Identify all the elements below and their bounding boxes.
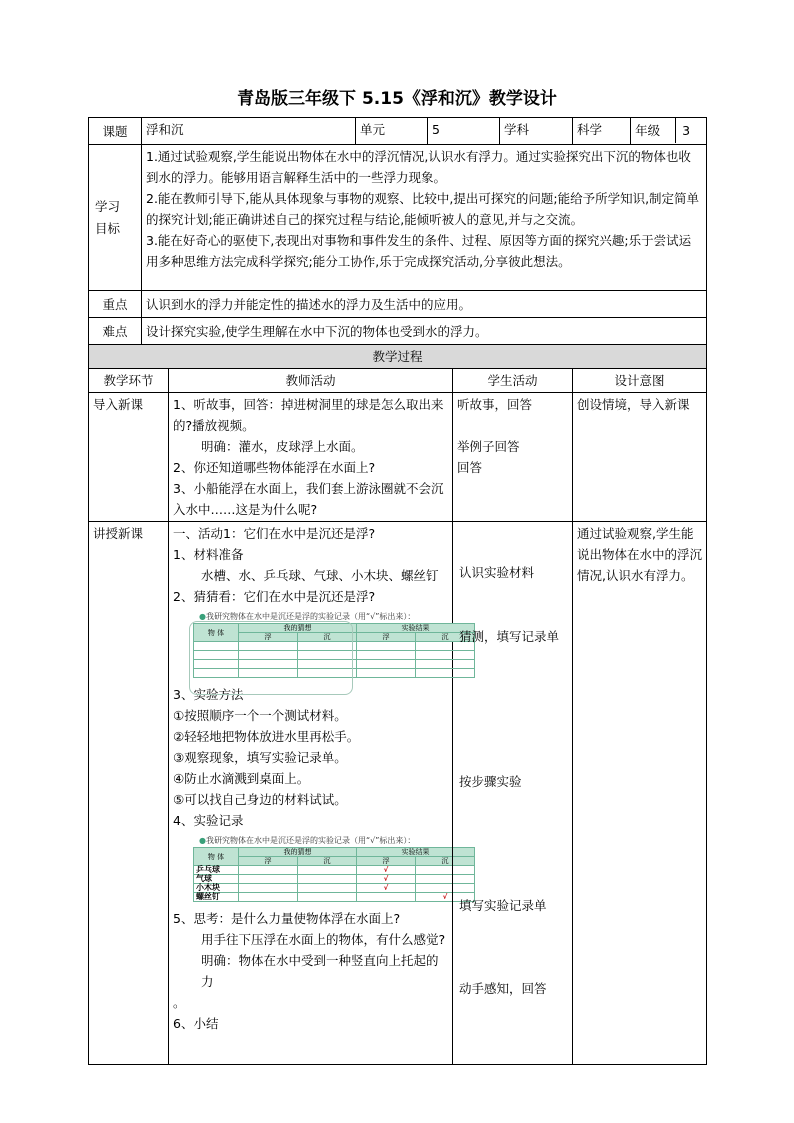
goals-label: 学习目标 — [89, 145, 142, 291]
subject-value: 科学 — [573, 118, 631, 145]
subject-label: 学科 — [500, 118, 573, 145]
teacher-line: 2、你还知道哪些物体能浮在水面上? — [173, 460, 376, 475]
table-row — [194, 875, 475, 884]
teacher-line: 用手往下压浮在水面上的物体，有什么感觉? — [201, 932, 446, 947]
sub-sink: 沉 — [298, 857, 357, 866]
record-caption-text: 我研究物体在水中是沉还是浮的实验记录（用“√”标出来）： — [205, 612, 416, 621]
goal-item: 3.能在好奇心的驱使下,表现出对事物和事件发生的条件、过程、原因等方面的探究兴趣;乐于尝试运用多种思维方法完成科学探究;能分工协作,乐于完成探究活动,分享彼此想法。 — [146, 233, 692, 269]
sub-float: 浮 — [357, 633, 416, 642]
teacher-line: 4、实验记录 — [173, 813, 244, 828]
student-line: 动手感知，回答 — [459, 981, 547, 996]
stage1-intent: 创设情境，导入新课 — [573, 393, 707, 522]
sub-float: 浮 — [239, 857, 298, 866]
bullet-icon: ● — [199, 836, 206, 845]
bullet-icon: ● — [199, 612, 206, 621]
col-guess: 我的猜想 — [239, 624, 357, 633]
table-row — [194, 884, 475, 893]
teacher-line: 一、活动1：它们在水中是沉还是浮? — [173, 526, 376, 541]
teacher-line: 明确：物体在水中受到一种竖直向上托起的力 — [201, 953, 439, 989]
stage2-teacher — [169, 522, 453, 1065]
teacher-line: 水槽、水、乒乓球、气球、小木块、螺丝钉 — [201, 568, 439, 583]
teacher-line: 1、材料准备 — [173, 547, 244, 562]
method-item: ④防止水滴溅到桌面上。 — [173, 771, 310, 786]
col-intent: 设计意图 — [573, 369, 707, 393]
check-mark: √ — [416, 893, 475, 902]
sub-sink: 沉 — [416, 857, 475, 866]
teacher-line: 明确：灌水，皮球浮上水面。 — [201, 439, 364, 454]
goal-item: 2.能在教师引导下,能从具体现象与事物的观察、比较中,提出可探究的问题;能给予所学知识,制定简单的探究计划;能正确讲述自己的探究过程与结论,能倾听被人的意见,并与之交流。 — [146, 191, 700, 227]
key-point-text: 认识到水的浮力并能定性的描述水的浮力及生活中的应用。 — [142, 291, 707, 318]
teacher-line: 。 — [173, 995, 186, 1010]
table-row — [194, 893, 475, 902]
difficult-point-text: 设计探究实验,使学生理解在水中下沉的物体也受到水的浮力。 — [142, 318, 707, 345]
student-line: 回答 — [457, 460, 483, 475]
object-name: 乒乓球 — [194, 866, 239, 875]
sub-float: 浮 — [357, 857, 416, 866]
sub-sink: 沉 — [298, 633, 357, 642]
stage2-intent: 通过试验观察,学生能说出物体在水中的浮沉情况,认识水有浮力。 — [573, 522, 707, 1065]
stage2-name: 讲授新课 — [89, 522, 169, 1065]
method-item: ③观察现象，填写实验记录单。 — [173, 750, 347, 765]
lesson-plan-table — [88, 117, 707, 1065]
col-student: 学生活动 — [453, 369, 573, 393]
unit-label: 单元 — [356, 118, 428, 145]
process-title: 教学过程 — [89, 345, 707, 369]
student-line: 填写实验记录单 — [459, 898, 547, 913]
col-result: 实验结果 — [357, 624, 475, 633]
col-object: 物 体 — [194, 624, 239, 642]
result-record-sheet — [187, 835, 487, 902]
teacher-line: 1、听故事，回答：掉进树洞里的球是怎么取出来的?播放视频。 — [173, 397, 444, 433]
teacher-line: 3、实验方法 — [173, 687, 244, 702]
goals-content — [142, 145, 707, 291]
object-name: 气球 — [194, 875, 239, 884]
stage1-teacher — [169, 393, 453, 522]
check-mark: √ — [357, 884, 416, 893]
table-row — [194, 866, 475, 875]
record-table — [193, 847, 475, 902]
col-guess: 我的猜想 — [239, 848, 357, 857]
teacher-line: 3、小船能浮在水面上，我们套上游泳圈就不会沉入水中……这是为什么呢? — [173, 481, 444, 517]
record-caption — [199, 835, 487, 847]
guess-record-sheet — [187, 611, 487, 678]
stage1-name: 导入新课 — [89, 393, 169, 522]
goal-item: 1.通过试验观察,学生能说出物体在水中的浮沉情况,认识水有浮力。通过实验探究出下沉的物体也收到水的浮力。能够用语言解释生活中的一些浮力现象。 — [146, 149, 691, 185]
method-item: ②轻轻地把物体放进水里再松手。 — [173, 729, 360, 744]
student-line: 猜测，填写记录单 — [459, 629, 560, 644]
col-stage: 教学环节 — [89, 369, 169, 393]
difficult-point-label: 难点 — [89, 318, 142, 345]
key-point-label: 重点 — [89, 291, 142, 318]
stage2-student — [453, 522, 573, 1065]
highlight-frame — [189, 621, 353, 695]
object-name: 小木块 — [194, 884, 239, 893]
stage1-student — [453, 393, 573, 522]
page-title: 青岛版三年级下 5.15《浮和沉》教学设计 — [237, 89, 557, 109]
check-mark: √ — [357, 866, 416, 875]
student-line: 听故事，回答 — [457, 397, 533, 412]
student-line: 举例子回答 — [457, 439, 520, 454]
sub-sink: 沉 — [416, 633, 475, 642]
col-result: 实验结果 — [357, 848, 475, 857]
col-object: 物 体 — [194, 848, 239, 866]
check-mark: √ — [357, 875, 416, 884]
teacher-line: 2、猜猜看：它们在水中是沉还是浮? — [173, 589, 376, 604]
unit-value: 5 — [428, 118, 500, 145]
col-teacher: 教师活动 — [169, 369, 453, 393]
object-name: 螺丝钉 — [194, 893, 239, 902]
record-caption-text: 我研究物体在水中是沉还是浮的实验记录（用“√”标出来）： — [205, 836, 416, 845]
student-line: 认识实验材料 — [459, 565, 535, 580]
grade-value: 3 — [682, 123, 691, 138]
method-item: ①按照顺序一个一个测试材料。 — [173, 708, 347, 723]
method-item: ⑤可以找自己身边的材料试试。 — [173, 792, 347, 807]
sub-float: 浮 — [239, 633, 298, 642]
teacher-line: 6、小结 — [173, 1016, 219, 1031]
course-label: 课题 — [89, 118, 142, 145]
teacher-line: 5、思考：是什么力量使物体浮在水面上? — [173, 911, 401, 926]
grade-label: 年级 — [631, 118, 676, 143]
course-value: 浮和沉 — [142, 118, 356, 145]
student-line: 按步骤实验 — [459, 774, 522, 789]
